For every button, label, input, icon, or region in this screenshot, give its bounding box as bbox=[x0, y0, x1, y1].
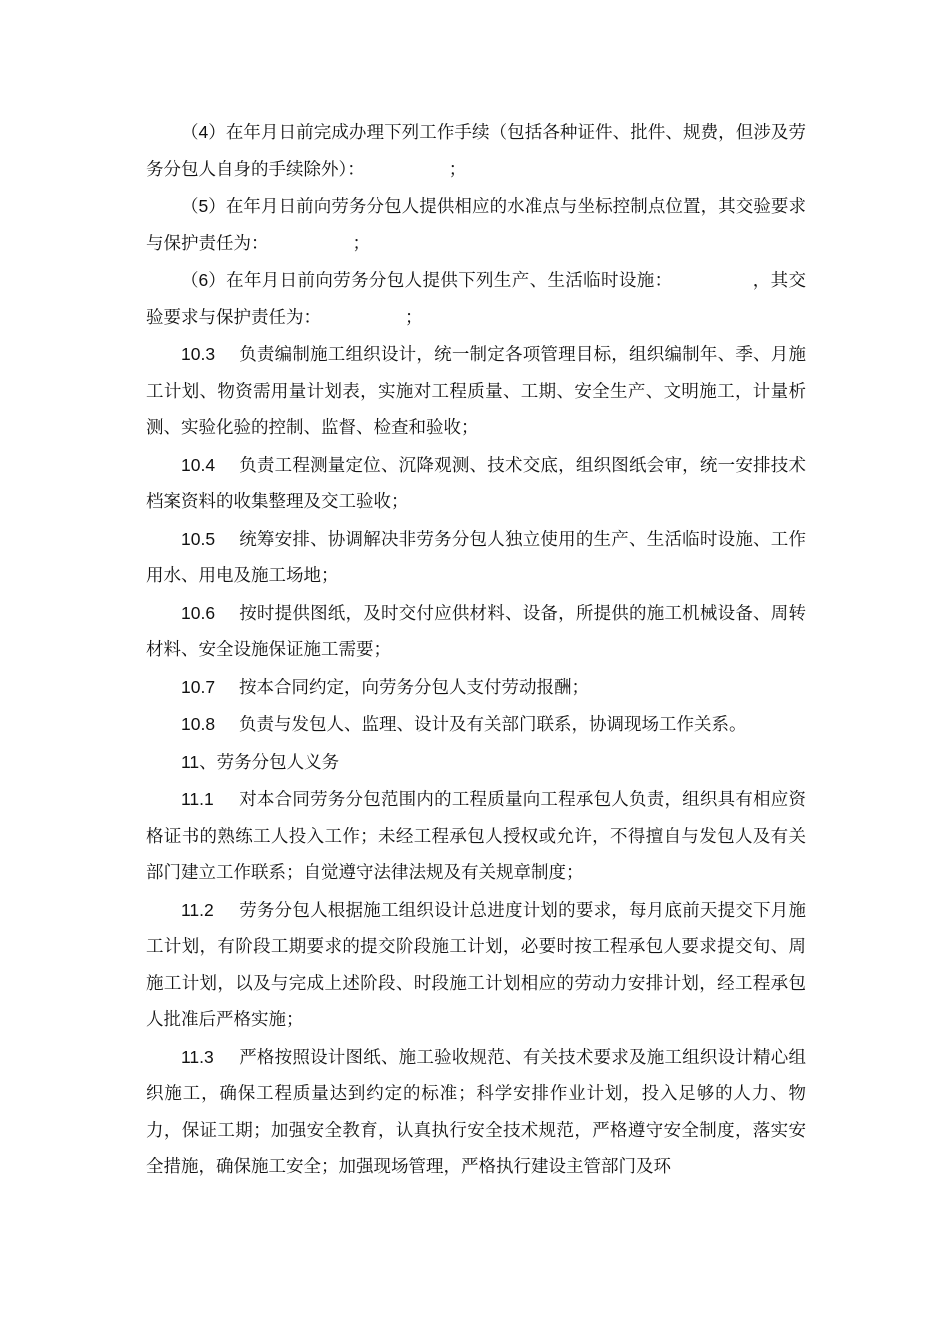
clause-text: 负责与发包人、监理、设计及有关部门联系，协调现场工作关系。 bbox=[239, 715, 747, 735]
clause-tail-2: ； bbox=[405, 307, 423, 328]
section-number: 11 bbox=[181, 751, 200, 772]
clause-text: 统筹安排、协调解决非劳务分包人独立使用的生产、生活临时设施、工作用水、用电及施工场地； bbox=[146, 529, 806, 586]
clause-number: 10.7 bbox=[181, 676, 216, 697]
clause-10-4 bbox=[146, 447, 806, 521]
clause-text: 负责编制施工组织设计，统一制定各项管理目标，组织编制年、季、月施工计划、物资需用量计划表，实施对工程质量、工期、安全生产、文明施工，计量析测、实验化验的控制、监督、检查和验收； bbox=[146, 345, 806, 438]
clause-text: 在年月日前完成办理下列工作手续（包括各种证件、批件、规费，但涉及劳务分包人自身的手续除外）： bbox=[146, 123, 806, 180]
clause-number: 11.1 bbox=[181, 789, 214, 809]
section-heading-11 bbox=[146, 744, 806, 782]
clause-10-5 bbox=[146, 521, 806, 595]
clause-10-7 bbox=[146, 669, 806, 707]
clause-10-6 bbox=[146, 595, 806, 669]
clause-tail: ； bbox=[352, 233, 370, 254]
clause-number: 10.6 bbox=[181, 602, 216, 623]
clause-number: 10.4 bbox=[181, 454, 216, 475]
clause-tail: ，其交验要求与保护责任为： bbox=[146, 271, 806, 328]
clause-number: 10.5 bbox=[181, 528, 216, 549]
clause-6 bbox=[146, 262, 806, 336]
clause-number: （4） bbox=[181, 122, 226, 142]
clause-4 bbox=[146, 114, 806, 188]
clause-tail: ； bbox=[448, 159, 467, 180]
clause-text: 劳务分包人根据施工组织设计总进度计划的要求，每月底前天提交下月施工计划，有阶段工期要求的提交阶段施工计划，必要时按工程承包人要求提交旬、周施工计划，以及与完成上述阶段、时段施工计划相应的劳动力安排计划，经工程承包人批准后严格实施； bbox=[146, 900, 806, 1030]
clause-5 bbox=[146, 188, 806, 262]
clause-10-8 bbox=[146, 706, 806, 744]
clause-text: 按时提供图纸，及时交付应供材料、设备，所提供的施工机械设备、周转材料、安全设施保证施工需要； bbox=[146, 603, 806, 660]
clause-11-2 bbox=[146, 892, 806, 1039]
clause-number: 11.2 bbox=[181, 899, 214, 920]
clause-number: （6） bbox=[181, 270, 226, 290]
section-title: 、劳务分包人义务 bbox=[199, 752, 340, 773]
clause-text: 按本合同约定，向劳务分包人支付劳动报酬； bbox=[239, 677, 589, 698]
clause-number: 11.3 bbox=[181, 1046, 214, 1067]
clause-number: 10.3 bbox=[181, 344, 216, 364]
document-page bbox=[146, 114, 806, 1186]
clause-text: 对本合同劳务分包范围内的工程质量向工程承包人负责，组织具有相应资格证书的熟练工人投入工作；未经工程承包人授权或允许，不得擅自与发包人及有关部门建立工作联系；自觉遵守法律法规及有关规章制度； bbox=[146, 790, 806, 883]
clause-text: 负责工程测量定位、沉降观测、技术交底，组织图纸会审，统一安排技术档案资料的收集整理及交工验收； bbox=[146, 455, 806, 512]
clause-number: （5） bbox=[181, 196, 226, 216]
clause-10-3 bbox=[146, 336, 806, 447]
clause-11-1 bbox=[146, 781, 806, 892]
clause-text: 在年月日前向劳务分包人提供相应的水准点与坐标控制点位置，其交验要求与保护责任为： bbox=[146, 197, 806, 254]
clause-text: 在年月日前向劳务分包人提供下列生产、生活临时设施： bbox=[225, 271, 673, 291]
clause-11-3 bbox=[146, 1039, 806, 1186]
clause-number: 10.8 bbox=[181, 714, 216, 734]
clause-text: 严格按照设计图纸、施工验收规范、有关技术要求及施工组织设计精心组织施工，确保工程质量达到约定的标准；科学安排作业计划，投入足够的人力、物力，保证工期；加强安全教育，认真执行安全技术规范，严格遵守安全制度，落实安全措施，确保施工安全；加强现场管理，严格执行建设主管部门及环 bbox=[146, 1047, 806, 1177]
